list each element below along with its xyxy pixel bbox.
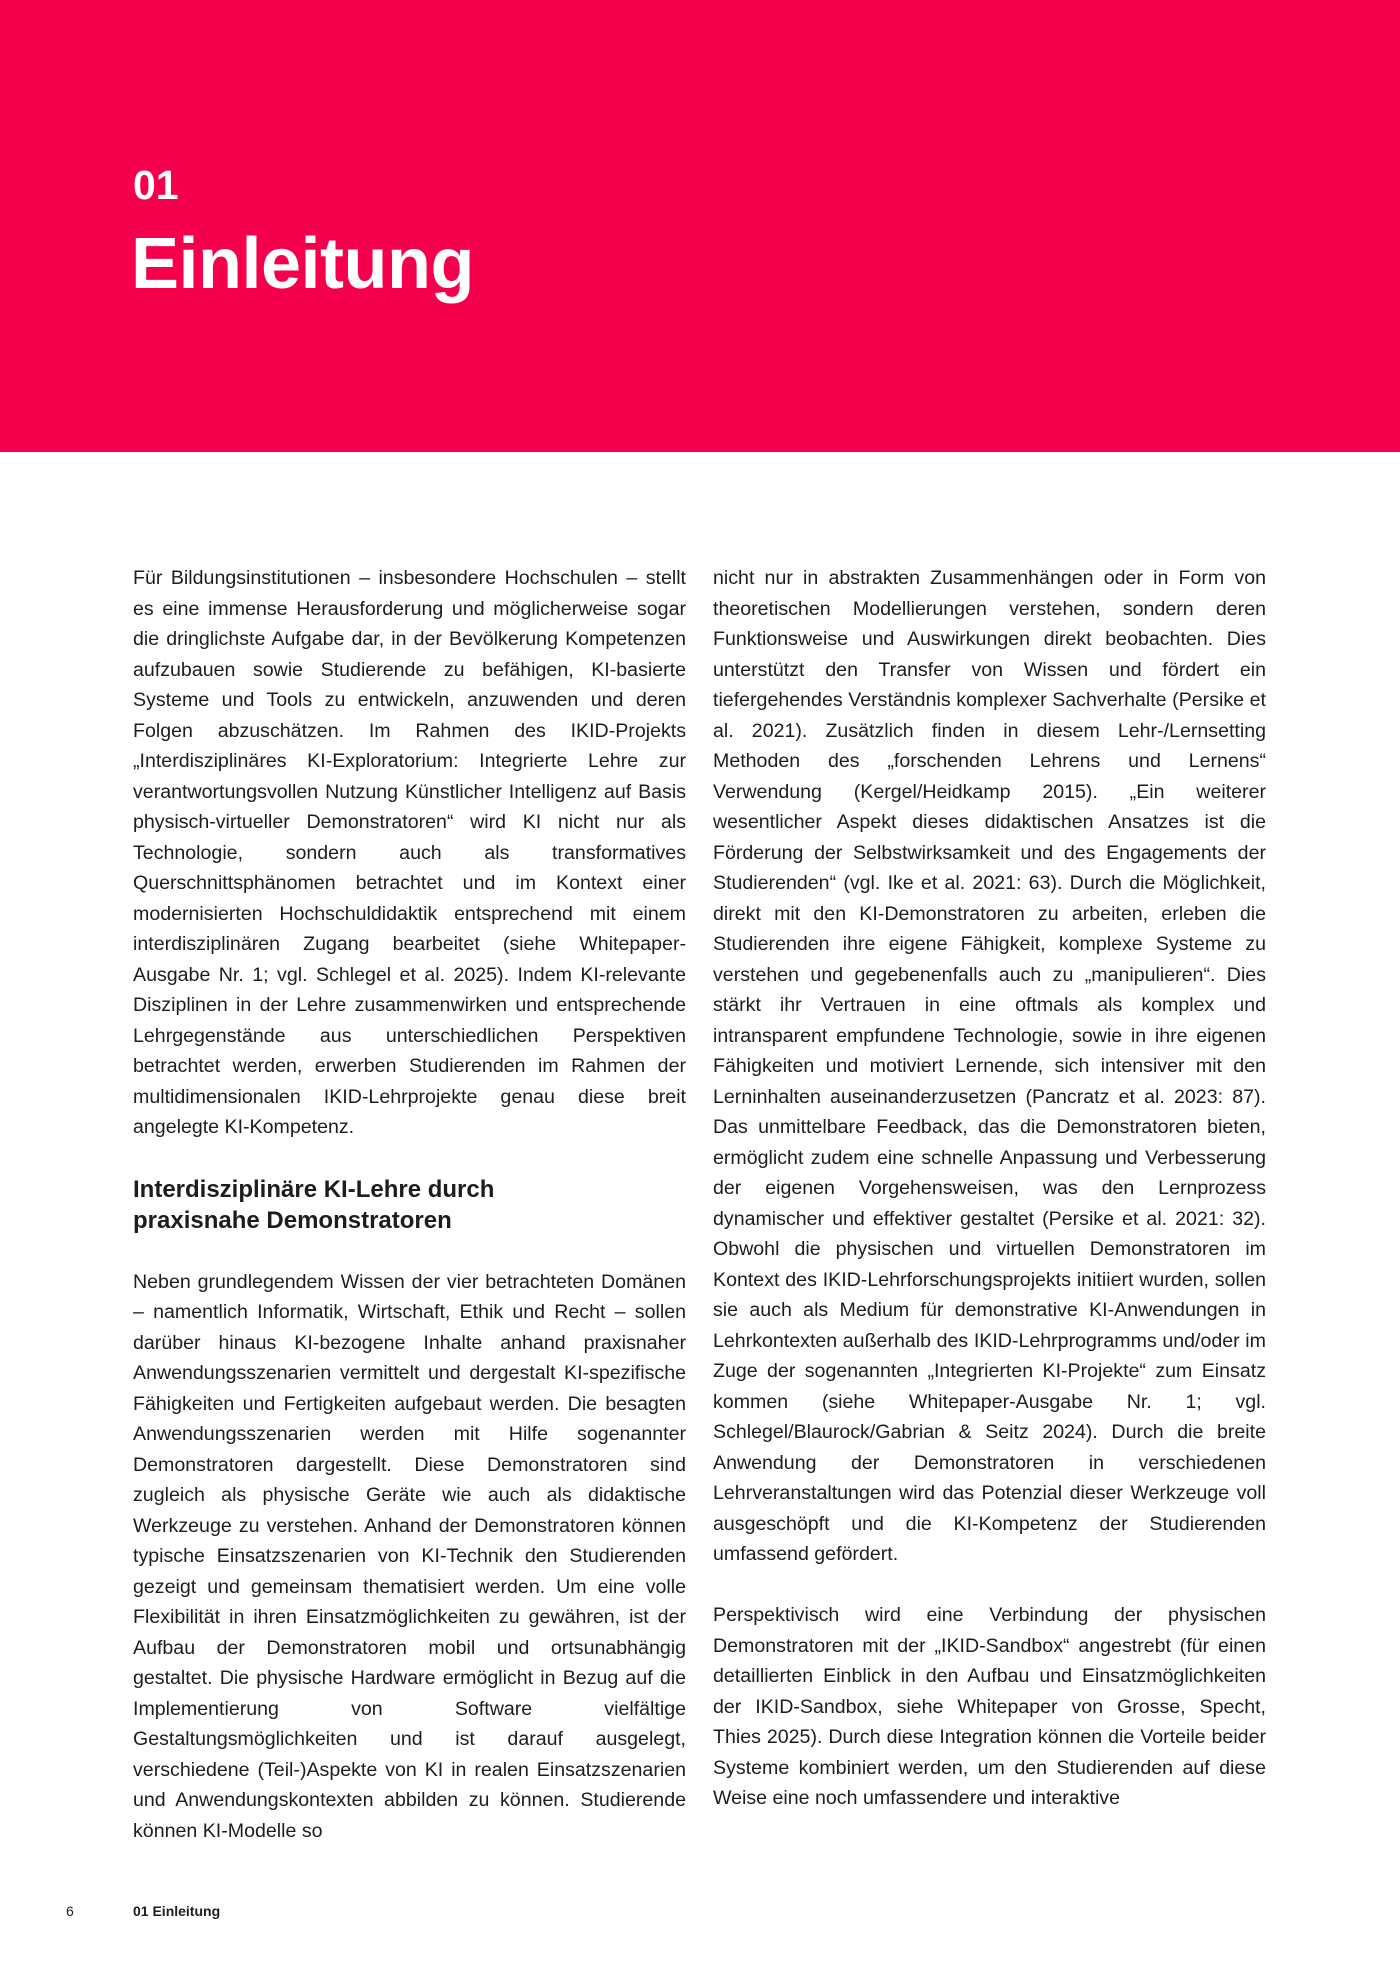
text-column-left [133, 563, 686, 1846]
intro-paragraph: Für Bildungsinstitutionen – insbesondere Hochschulen – stellt es eine immense Herausforderung und möglicherweise sogar die dringlichste Aufgabe dar, in der Bevölkerung Kompetenzen aufzubauen sowie Studierende zu befähigen, KI-basierte Systeme und Tools zu entwickeln, anzuwenden und deren Folgen abzuschätzen. Im Rahmen des IKID-Projekts „Interdisziplinäres KI-Exploratorium: Integrierte Lehre zur verantwortungsvollen Nutzung Künstlicher Intelligenz auf Basis physisch-virtueller Demonstratoren“ wird KI nicht nur als Technologie, sondern auch als transformatives Querschnittsphänomen betrachtet und im Kontext einer modernisierten Hochschuldidaktik entsprechend mit einem interdisziplinären Zugang bearbeitet (siehe Whitepaper-Ausgabe Nr. 1; vgl. Schlegel et al. 2025). Indem KI-relevante Disziplinen in der Lehre zusammenwirken und entsprechende Lehrgegenstände aus unterschiedlichen Perspektiven betrachtet werden, erwerben Studierenden im Rahmen der multidimensionalen IKID-Lehrprojekte genau diese breit angelegte KI-Kompetenz. [133, 567, 686, 1138]
footer-section-label: 01 Einleitung [133, 1903, 221, 1919]
body-paragraph-right: nicht nur in abstrakten Zusammenhängen oder in Form von theoretischen Modellierungen verstehen, sondern deren Funktionsweise und Auswirkungen direkt beobachten. Dies unterstützt den Transfer von Wissen und fördert ein tiefergehendes Verständnis komplexer Sachverhalte (Persike et al. 2021). Zusätzlich finden in diesem Lehr-/Lernsetting Methoden des „forschenden Lehrens und Lernens“ Verwendung (Kergel/Heidkamp 2015). „Ein weiterer wesentlicher Aspekt dieses didaktischen Ansatzes ist die Förderung der Selbstwirksamkeit und des Engagements der Studierenden“ (vgl. Ike et al. 2021: 63). Durch die Möglichkeit, direkt mit den KI-Demonstratoren zu arbeiten, erleben die Studierenden ihre eigene Fähigkeit, komplexe Systeme zu verstehen und gegebenenfalls auch zu „manipulieren“. Dies stärkt ihr Vertrauen in eine oftmals als komplex und intransparent empfundene Technologie, sowie in ihre eigenen Fähigkeiten und motiviert Lernende, sich intensiver mit den Lerninhalten auseinanderzusetzen (Pancratz et al. 2023: 87). Das unmittelbare Feedback, das die Demonstratoren bieten, ermöglicht zudem eine schnelle Anpassung und Verbesserung der eigenen Vorgehensweisen, was den Lernprozess dynamischer und effektiver gestaltet (Persike et al. 2021: 32). Obwohl die physischen und virtuellen Demonstratoren im Kontext des IKID-Lehrforschungsprojekts initiiert wurden, sollen sie auch als Medium für demonstrative KI-Anwendungen in Lehrkontexten außerhalb des IKID-Lehrprogramms und/oder im Zuge der sogenannten „Integrierten KI-Projekte“ zum Einsatz kommen (siehe Whitepaper-Ausgabe Nr. 1; vgl. Schlegel/Blaurock/Gabrian & Seitz 2024). Durch die breite Anwendung der Demonstratoren in verschiedenen Lehrveranstaltungen wird das Potenzial dieser Werkzeuge voll ausgeschöpft und die KI-Kompetenz der Studierenden umfassend gefördert. [713, 567, 1266, 1565]
page-number: 6 [66, 1903, 74, 1919]
section-subheading: Interdisziplinäre KI-Lehre durch praxisnahe Demonstratoren [133, 1175, 495, 1234]
chapter-number: 01 [133, 162, 179, 208]
chapter-header-banner [0, 0, 1400, 452]
body-paragraph-left: Neben grundlegendem Wissen der vier betrachteten Domänen – namentlich Informatik, Wirtschaft, Ethik und Recht – sollen darüber hinaus KI-bezogene Inhalte anhand praxisnaher Anwendungsszenarien vermittelt und dergestalt KI-spezifische Fähigkeiten und Fertigkeiten aufgebaut werden. Die besagten Anwendungsszenarien werden mit Hilfe sogenannter Demonstratoren dargestellt. Diese Demonstratoren sind zugleich als physische Geräte wie auch als didaktische Werkzeuge zu verstehen. Anhand der Demonstratoren können typische Einsatzszenarien von KI-Technik den Studierenden gezeigt und gemeinsam thematisiert werden. Um eine volle Flexibilität in ihren Einsatzmöglichkeiten zu gewähren, ist der Aufbau der Demonstratoren mobil und ortsunabhängig gestaltet. Die physische Hardware ermöglicht in Bezug auf die Implementierung von Software vielfältige Gestaltungsmöglichkeiten und ist darauf ausgelegt, verschiedene (Teil-)Aspekte von KI in realen Einsatzszenarien und Anwendungskontexten abbilden zu können. Studierende können KI-Modelle so [133, 1270, 686, 1842]
text-column-right [713, 563, 1266, 1814]
perspective-paragraph: Perspektivisch wird eine Verbindung der physischen Demonstratoren mit der „IKID-Sandbox“ angestrebt (für einen detaillierten Einblick in den Aufbau und Einsatzmöglichkeiten der IKID-Sandbox, siehe Whitepaper von Grosse, Specht, Thies 2025). Durch diese Integration können die Vorteile beider Systeme kombiniert werden, um den Studierenden auf diese Weise eine noch umfassendere und interaktive [713, 1604, 1266, 1809]
chapter-title: Einleitung [131, 224, 474, 304]
